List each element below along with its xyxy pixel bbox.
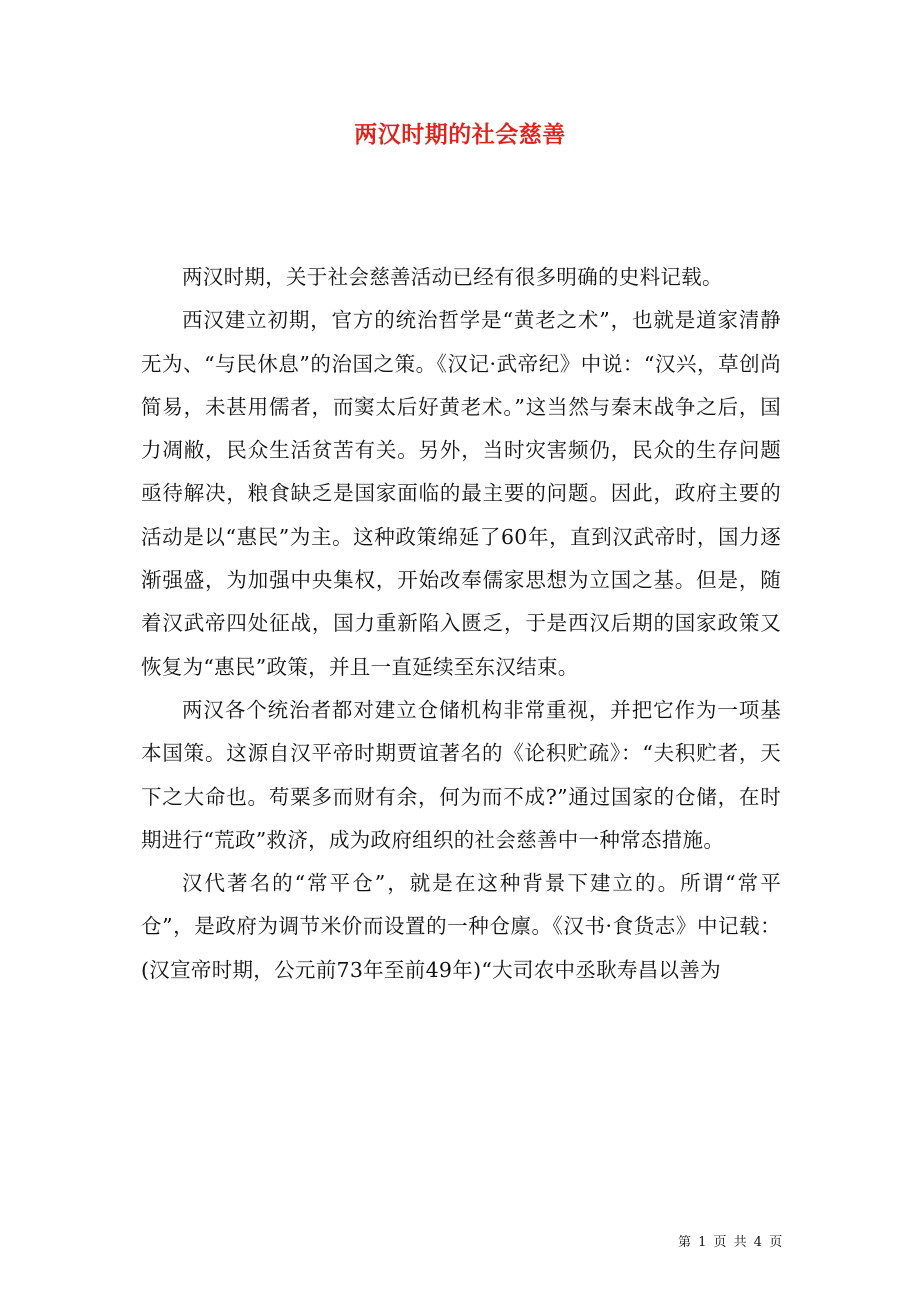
document-body (141, 256, 781, 992)
paragraph: 两汉各个统治者都对建立仓储机构非常重视，并把它作为一项基本国策。这源自汉平帝时期贾谊著名的《论积贮疏》：“夫积贮者，天下之大命也。苟粟多而财有余，何为而不成?”通过国家的仓储，在时期进行“荒政”救济，成为政府组织的社会慈善中一种常态措施。 (141, 697, 781, 852)
document-title: 两汉时期的社会慈善 (354, 121, 566, 148)
paragraph: 汉代著名的“常平仓”，就是在这种背景下建立的。所谓“常平仓”，是政府为调节米价而设置的一种仓廪。《汉书·食货志》中记载：(汉宣帝时期，公元前73年至前49年)“大司农中丞耿寿昌以善为 (141, 871, 781, 982)
paragraph: 西汉建立初期，官方的统治哲学是“黄老之术”，也就是道家清静无为、“与民休息”的治国之策。《汉记·武帝纪》中说：“汉兴，草创尚简易，未甚用儒者，而窦太后好黄老术。”这当然与秦末战争之后，国力凋敝，民众生活贫苦有关。另外，当时灾害频仍，民众的生存问题亟待解决，粮食缺乏是国家面临的最主要的问题。因此，政府主要的活动是以“惠民”为主。这种政策绵延了60年，直到汉武帝时，国力逐渐强盛，为加强中央集权，开始改奉儒家思想为立国之基。但是，随着汉武帝四处征战，国力重新陷入匮乏，于是西汉后期的国家政策又恢复为“惠民”政策，并且一直延续至东汉结束。 (141, 308, 781, 679)
paragraph: 两汉时期，关于社会慈善活动已经有很多明确的史料记载。 (182, 265, 723, 289)
page-number-footer: 第 1 页 共 4 页 (678, 1235, 783, 1250)
